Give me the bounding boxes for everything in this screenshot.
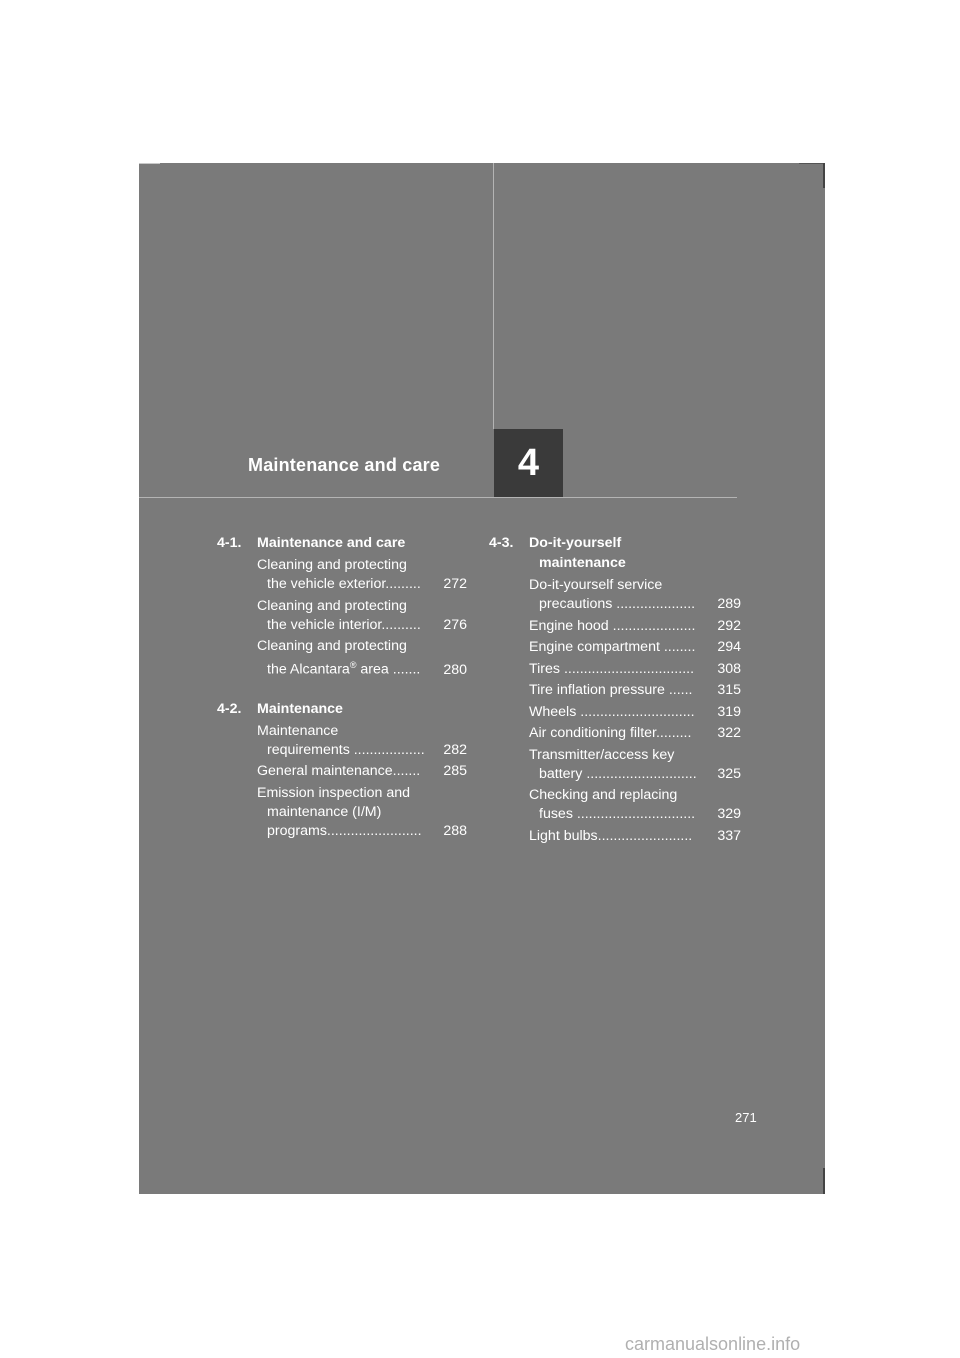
toc-entry-page: 280 bbox=[443, 661, 467, 678]
section-number: 4-1. bbox=[217, 535, 242, 551]
toc-entry[interactable] bbox=[257, 784, 467, 841]
toc-entry-line: battery ............................ bbox=[539, 765, 697, 782]
section-title-line: maintenance bbox=[539, 555, 626, 571]
toc-entry-label bbox=[257, 637, 439, 680]
toc-entry-page: 294 bbox=[717, 639, 741, 655]
toc-entry[interactable] bbox=[529, 660, 741, 679]
toc-entry-line: Light bulbs........................ bbox=[529, 827, 693, 844]
toc-entry-label bbox=[529, 660, 713, 679]
toc-entry-page: 319 bbox=[717, 703, 741, 720]
toc-section-heading bbox=[217, 533, 467, 553]
section-title bbox=[257, 533, 467, 553]
watermark-text: carmanualsonline.info bbox=[625, 1334, 801, 1354]
toc-entry[interactable] bbox=[529, 703, 741, 722]
toc-entry-line: the Alcantara® area ....... bbox=[267, 660, 421, 678]
toc-entry-line: Transmitter/access key bbox=[529, 746, 675, 763]
toc-entry-line: programs........................ bbox=[267, 822, 422, 839]
toc-entry-line: Tires ................................. bbox=[529, 660, 695, 677]
toc-entry-label bbox=[529, 576, 713, 614]
toc-entry-line: Engine compartment ........ bbox=[529, 639, 696, 655]
toc-entry-label bbox=[529, 827, 713, 846]
toc-entry-page: 276 bbox=[443, 616, 467, 633]
toc-entry[interactable] bbox=[529, 638, 741, 657]
toc-entry-line: Wheels ............................. bbox=[529, 703, 695, 720]
toc-entry-line: maintenance (I/M) bbox=[267, 803, 382, 820]
toc-entry-line: General maintenance....... bbox=[257, 763, 421, 780]
toc-entry-label bbox=[529, 638, 713, 657]
toc-entry-label bbox=[529, 746, 713, 784]
toc-entry-page: 337 bbox=[717, 827, 741, 844]
toc-entry-line: Tire inflation pressure ...... bbox=[529, 682, 693, 698]
toc-entry-page: 289 bbox=[717, 596, 741, 612]
crop-mark bbox=[823, 1168, 825, 1194]
toc-entry-page: 308 bbox=[717, 660, 741, 677]
toc-entry-label bbox=[257, 556, 439, 594]
toc-section bbox=[217, 699, 467, 841]
toc-entry-label bbox=[529, 786, 713, 824]
toc-entry-line: Maintenance bbox=[257, 722, 339, 739]
toc-entry-page: 288 bbox=[443, 822, 467, 839]
section-title bbox=[257, 699, 467, 719]
section-title-line: Do-it-yourself bbox=[529, 535, 622, 551]
toc-entry[interactable] bbox=[257, 597, 467, 635]
page-number: 271 bbox=[735, 1110, 757, 1125]
toc-entry-line: Cleaning and protecting bbox=[257, 597, 407, 614]
section-title bbox=[529, 533, 741, 573]
toc-entry[interactable] bbox=[529, 617, 741, 636]
toc-right-column bbox=[489, 533, 741, 848]
toc-entry[interactable] bbox=[257, 637, 467, 680]
toc-entry-label bbox=[529, 681, 713, 700]
chapter-number-tab: 4 bbox=[494, 429, 563, 497]
toc-entry[interactable] bbox=[257, 556, 467, 594]
toc-entry-line: Checking and replacing bbox=[529, 787, 678, 803]
manual-page bbox=[139, 163, 825, 1194]
toc-entry[interactable] bbox=[257, 762, 467, 781]
toc-entry-line: Do-it-yourself service bbox=[529, 577, 663, 593]
divider-horizontal bbox=[139, 497, 737, 498]
toc-entry[interactable] bbox=[529, 827, 741, 846]
toc-entry-page: 292 bbox=[717, 617, 741, 634]
toc-section bbox=[489, 533, 741, 846]
toc-entry-line: Emission inspection and bbox=[257, 784, 410, 801]
section-title-line: Maintenance bbox=[257, 700, 343, 717]
toc-entry[interactable] bbox=[529, 746, 741, 784]
toc-entry-line: precautions .................... bbox=[539, 596, 696, 612]
toc-entry-label bbox=[529, 724, 713, 743]
toc-entry-page: 282 bbox=[443, 741, 467, 758]
toc-entry[interactable] bbox=[529, 576, 741, 614]
toc-entry-label bbox=[257, 762, 439, 781]
section-title-line: Maintenance and care bbox=[257, 535, 406, 551]
toc-section bbox=[217, 533, 467, 680]
toc-entry-line: Engine hood ..................... bbox=[529, 617, 696, 634]
toc-entry-line: Cleaning and protecting bbox=[257, 638, 407, 654]
toc-entry-page: 272 bbox=[443, 576, 467, 592]
toc-entry-page: 322 bbox=[717, 725, 741, 741]
crop-mark bbox=[799, 163, 825, 164]
toc-entry-page: 329 bbox=[717, 806, 741, 822]
divider-vertical bbox=[493, 163, 494, 429]
section-number: 4-3. bbox=[489, 535, 514, 551]
toc-entry-line: requirements .................. bbox=[267, 741, 425, 758]
toc-entry[interactable] bbox=[529, 724, 741, 743]
toc-entry-list bbox=[489, 576, 741, 846]
crop-mark bbox=[823, 163, 825, 188]
toc-entry-line: Cleaning and protecting bbox=[257, 557, 407, 573]
toc-entry-page: 285 bbox=[443, 763, 467, 780]
toc-entry-page: 315 bbox=[717, 682, 741, 698]
toc-entry[interactable] bbox=[529, 786, 741, 824]
toc-entry[interactable] bbox=[529, 681, 741, 700]
toc-entry-line: the vehicle exterior......... bbox=[267, 576, 421, 592]
toc-entry-list bbox=[217, 722, 467, 841]
crop-mark bbox=[139, 163, 160, 164]
toc-entry-label bbox=[529, 617, 713, 636]
toc-entry-label bbox=[529, 703, 713, 722]
chapter-title: Maintenance and care bbox=[248, 455, 441, 475]
section-number: 4-2. bbox=[217, 700, 242, 717]
toc-entry-label bbox=[257, 597, 439, 635]
toc-entry[interactable] bbox=[257, 722, 467, 760]
toc-entry-list bbox=[217, 556, 467, 680]
toc-section-heading bbox=[489, 533, 741, 573]
toc-section-heading bbox=[217, 699, 467, 719]
toc-entry-line: the vehicle interior.......... bbox=[267, 616, 421, 633]
toc-entry-line: fuses .............................. bbox=[539, 806, 696, 822]
toc-entry-label bbox=[257, 784, 439, 841]
toc-left-column bbox=[217, 533, 467, 843]
toc-entry-line: Air conditioning filter......... bbox=[529, 725, 692, 741]
toc-entry-label bbox=[257, 722, 439, 760]
toc-entry-page: 325 bbox=[717, 765, 741, 782]
